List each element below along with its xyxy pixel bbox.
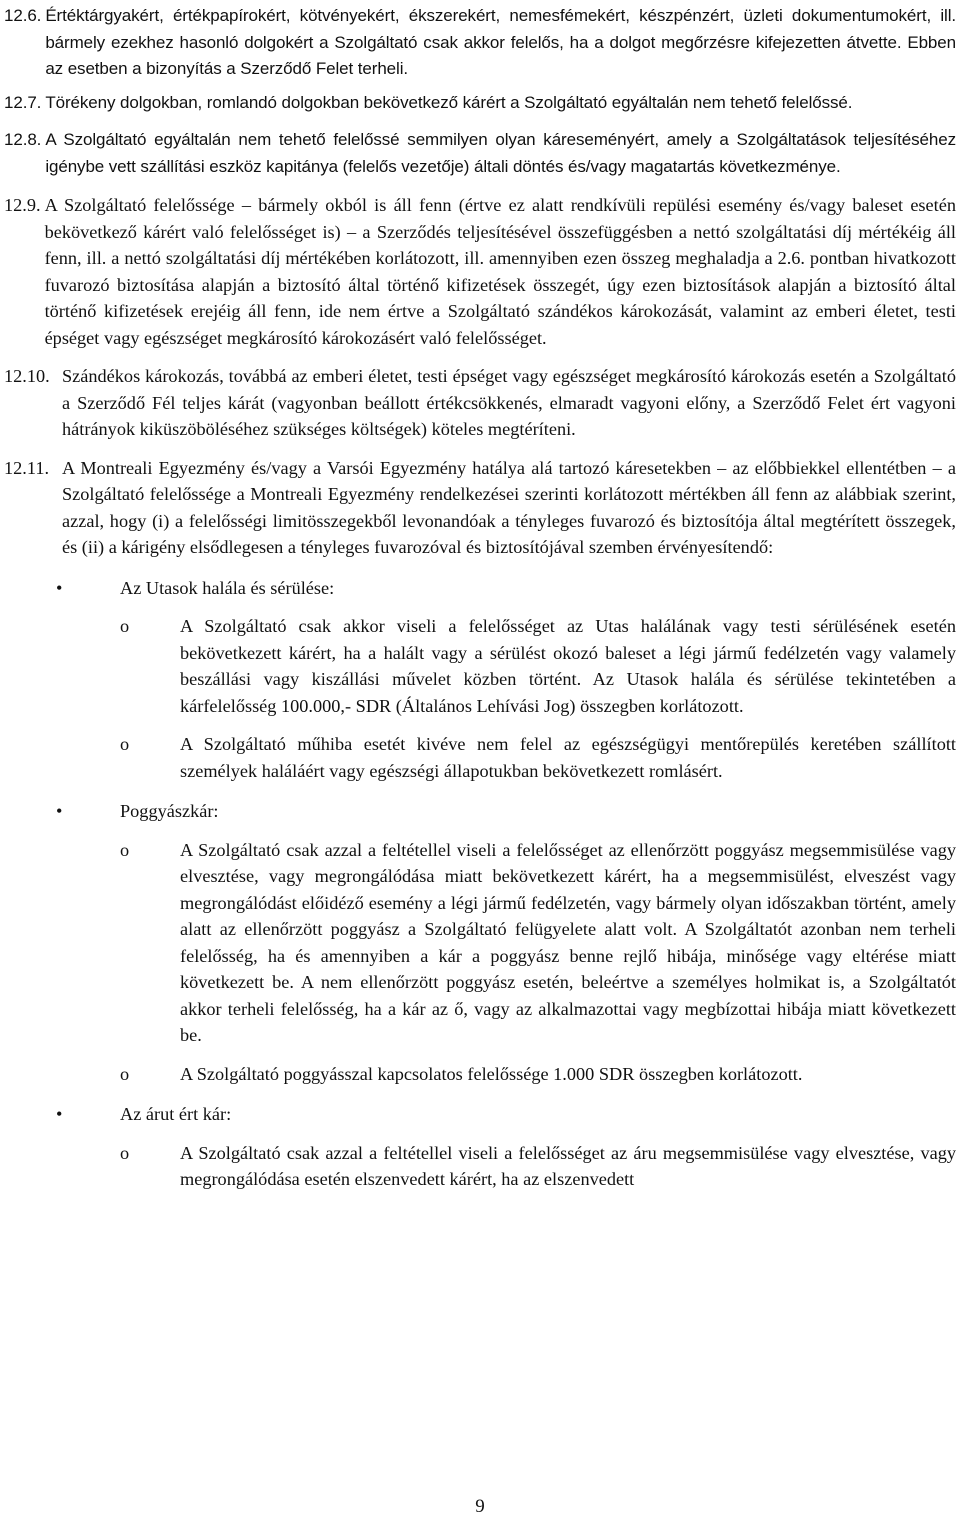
sub-list-text: A Szolgáltató csak akkor viseli a felelősséget az Utas halálának vagy testi sérülésének esetén bekövetkezett kárért, ha a halált vagy a sérülést okozó baleset a légi jármű fedélzetén vagy valamely beszállási vagy kiszállási művelet közben történt. Az Utasok halála és sérülése tekintetében a kárfelelősség 100.000,- SDR (Általános Lehívási Jog) összegben korlátozott. (180, 616, 956, 716)
sub-list-item (4, 1061, 956, 1088)
sub-list-text: A Szolgáltató poggyásszal kapcsolatos felelőssége 1.000 SDR összegben korlátozott. (180, 1063, 803, 1084)
paragraph-12-10 (4, 363, 956, 443)
paragraph-text: Törékeny dolgokban, romlandó dolgokban bekövetkező kárért a Szolgáltató egyáltalán nem tehető felelőssé. (45, 92, 853, 112)
paragraph-text: A Montreali Egyezmény és/vagy a Varsói Egyezmény hatálya alá tartozó káresetekben – az előbbiekkel ellentétben – a Szolgáltató felelőssége a Montreali Egyezmény rendelkezései szerinti korlátozott mértékben áll fenn az alábbiak szerint, azzal, hogy (i) a felelősségi limitösszegekből levonandóak a tényleges fuvarozó és biztosítója által megtérített összegek, és (ii) a kárigény elsődlegesen a tényleges fuvarozóval és biztosítójával szemben érvényesítendő: (62, 457, 956, 557)
sub-bullet-marker: o (120, 616, 130, 636)
paragraph-number: 12.10. (4, 366, 50, 386)
paragraph-number: 12.8. (4, 130, 42, 149)
bullet-item (4, 575, 956, 602)
sub-list-text: A Szolgáltató csak azzal a feltétellel viseli a felelősséget az áru megsemmisülése vagy elvesztése, vagy megrongálódása esetén elszenvedett kárért, ha az elszenvedett (180, 1142, 956, 1189)
paragraph-number: 12.11. (4, 457, 50, 478)
sub-list-text: A Szolgáltató csak azzal a feltétellel viseli a felelősséget az ellenőrzött poggyász megsemmisülése vagy elvesztése, vagy megrongálódása miatt bekövetkezett kárért, ha a megsemmisülést, elveszést vagy megrongálódást előidéző esemény a légi jármű fedélzetén, vagy bármely olyan időszakban történt, amely alatt az ellenőrzött poggyász a Szolgáltató felügyelete alatt volt. A Szolgáltatót azonban nem terheli felelősség, ha és amennyiben a kár a poggyász benne rejlő hibája, minősége vagy eltérése miatt következett be. A nem ellenőrzött poggyász esetén, beleértve a személyes holmikat is, a Szolgáltatót akkor terheli felelősség, ha a kár az ő, vagy az alkalmazottai vagy megbízottai hibája miatt következett be. (180, 839, 956, 1045)
paragraph-12-6 (4, 3, 956, 83)
sub-bullet-marker: o (120, 1142, 130, 1163)
document-page (4, 3, 956, 1193)
sub-bullet-marker: o (120, 839, 130, 860)
paragraph-12-11 (4, 455, 956, 561)
paragraph-text: Értéktárgyakért, értékpapírokért, kötvényekért, ékszerekért, nemesfémekért, készpénzért, üzleti dokumentumokért, ill. bármely ezekhez hasonló dolgokért a Szolgáltató csak akkor felelős, ha a dolgot megőrzésre kifejezetten átvette. Ebben az esetben a bizonyítás a Szerződő Felet terheli. (45, 6, 956, 78)
paragraph-12-8 (4, 127, 956, 180)
sub-list-item (4, 837, 956, 1049)
page-number: 9 (475, 1496, 485, 1517)
sub-list-item (4, 731, 956, 784)
bullet-label: Az árut ért kár: (120, 1104, 232, 1124)
bullet-item (4, 1101, 956, 1128)
paragraph-number: 12.6. (4, 6, 42, 25)
paragraph-number: 12.9. (4, 195, 41, 215)
bullet-label: Az Utasok halála és sérülése: (120, 577, 335, 598)
paragraph-12-7 (4, 90, 956, 117)
bullet-marker: • (56, 577, 63, 598)
sub-bullet-marker: o (120, 734, 130, 754)
paragraph-text: Szándékos károkozás, továbbá az emberi életet, testi épséget vagy egészséget megkárosító károkozás esetén a Szolgáltató a Szerződő Fél teljes kárát (vagyonban beállott értékcsökkenés, elmaradt vagyoni előny, a Szerződő Felet ért vagyoni hátrányok kiküszöböléséhez szükséges költségek) köteles megtéríteni. (62, 366, 956, 439)
sub-bullet-marker: o (120, 1063, 130, 1084)
sub-list-item (4, 613, 956, 719)
paragraph-12-9 (4, 192, 956, 351)
bullet-item (4, 798, 956, 825)
paragraph-text: A Szolgáltató felelőssége – bármely okból is áll fenn (értve ez alatt rendkívüli repülési esemény és/vagy baleset esetén bekövetkező kárért való felelősséget is) – a Szerződés teljesítésével összefüggésben a nettó szolgáltatási díj mértékéig áll fenn, ill. a nettó szolgáltatási díj mértékében korlátozott, ill. amennyiben ezen összeg meghaladja a 2.6. pontban hivatkozott fuvarozó biztosítása alapján a biztosító által történő kifizetések összegét, úgy ezen biztosítások alapján a biztosító által történő kifizetések erejéig áll fenn, ide nem értve a Szolgáltató szándékos károkozását, valamint az emberi életet, testi épséget vagy egészséget megkárosító károkozásért való felelősséget. (44, 195, 956, 348)
paragraph-number: 12.7. (4, 92, 42, 112)
bullet-label: Poggyászkár: (120, 801, 219, 821)
bullet-marker: • (56, 1104, 63, 1124)
paragraph-text: A Szolgáltató egyáltalán nem tehető felelőssé semmilyen olyan káreseményért, amely a Szolgáltatások teljesítéséhez igénybe vett szállítási eszköz kapitánya (felelős vezetője) általi döntés és/vagy magatartás következménye. (45, 130, 956, 176)
bullet-marker: • (56, 801, 63, 821)
sub-list-text: A Szolgáltató műhiba esetét kivéve nem felel az egészségügyi mentőrepülés keretében szállított személyek haláláért vagy egészségi állapotukban bekövetkezett romlásért. (180, 734, 956, 781)
sub-list-item (4, 1140, 956, 1193)
